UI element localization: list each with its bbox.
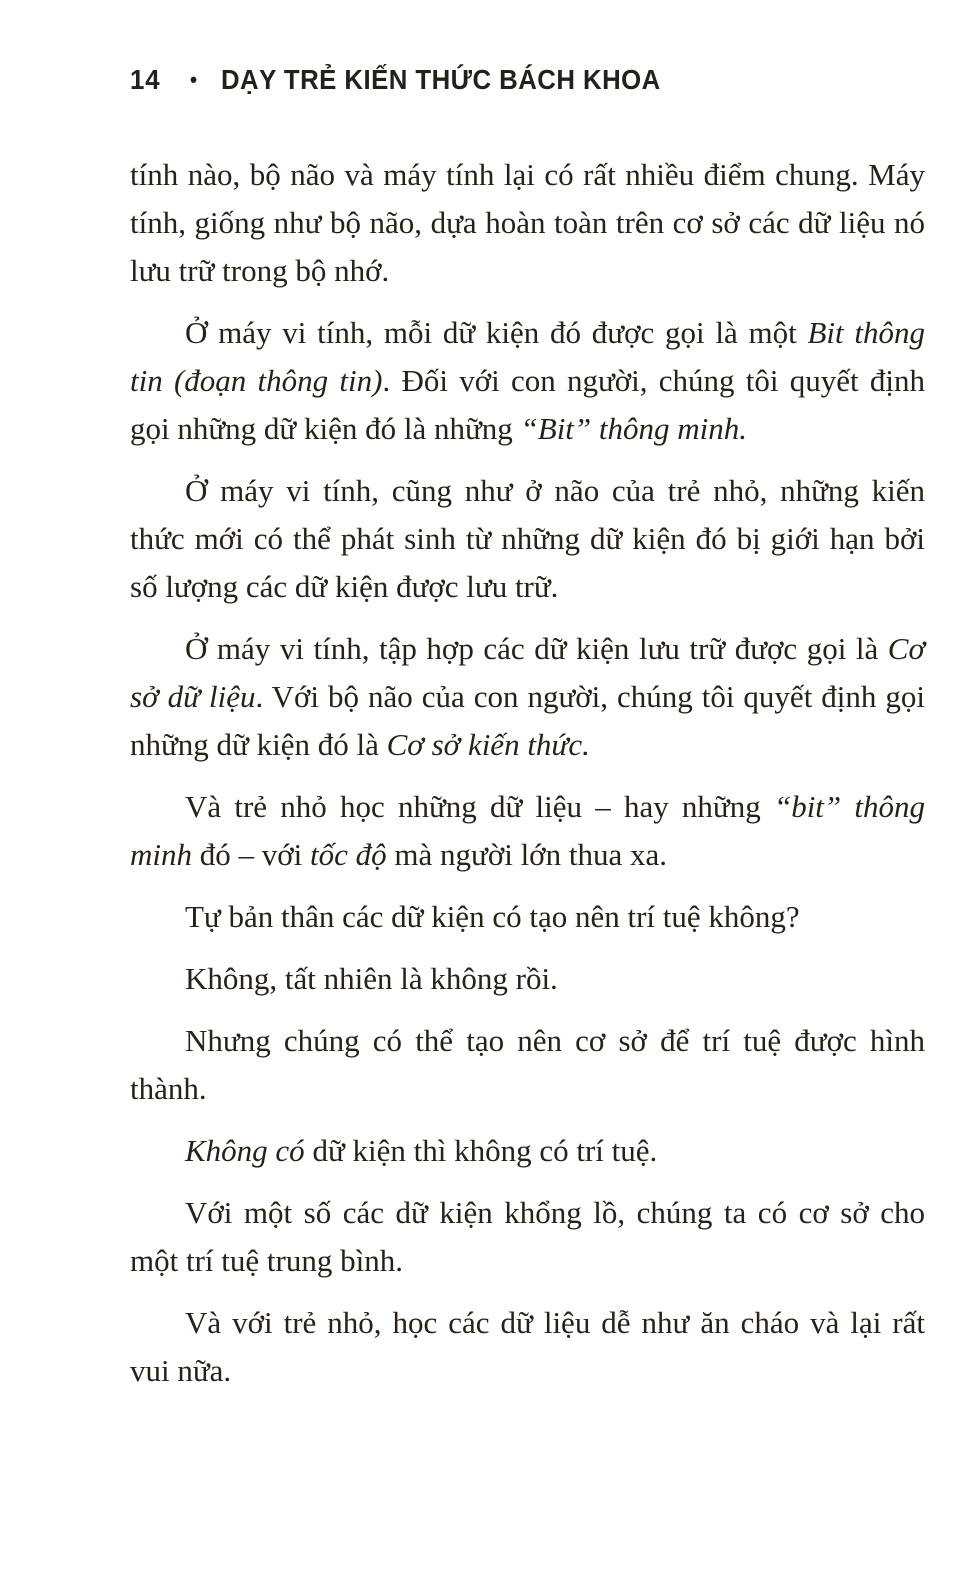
paragraph (130, 783, 925, 879)
paragraph (130, 467, 925, 611)
italic-text-run: “Bit” thông minh. (520, 411, 748, 446)
paragraph (130, 1127, 925, 1175)
italic-text-run: Không có (185, 1133, 305, 1168)
text-run: . Với bộ não của con người, chúng tôi quyết định gọi những dữ kiện đó là (130, 679, 925, 762)
text-run: đó – với (192, 837, 311, 872)
paragraph (130, 151, 925, 295)
italic-text-run: Cơ sở kiến thức. (386, 727, 590, 762)
text-run: tính nào, bộ não và máy tính lại có rất nhiều điểm chung. Máy tính, giống như bộ não, dựa hoàn toàn trên cơ sở các dữ liệu nó lưu trữ trong bộ nhớ. (130, 157, 925, 288)
paragraph (130, 893, 925, 941)
text-run: Nhưng chúng có thể tạo nên cơ sở để trí tuệ được hình thành. (130, 1023, 925, 1106)
text-run: Và với trẻ nhỏ, học các dữ liệu dễ như ăn cháo và lại rất vui nữa. (130, 1305, 925, 1388)
page-body (130, 151, 925, 1409)
text-run: . Đối với con người, chúng tôi quyết định gọi những dữ kiện đó là những (130, 363, 925, 446)
italic-text-run: Bit thông tin (đoạn thông tin) (130, 315, 925, 398)
text-run: Ở máy vi tính, cũng như ở não của trẻ nhỏ, những kiến thức mới có thể phát sinh từ những dữ kiện đó bị giới hạn bởi số lượng các dữ kiện được lưu trữ. (130, 473, 925, 604)
page-number: 14 (130, 64, 161, 95)
italic-text-run: tốc độ (310, 837, 387, 872)
text-run: Với một số các dữ kiện khổng lồ, chúng ta có cơ sở cho một trí tuệ trung bình. (130, 1195, 925, 1278)
paragraph (130, 1299, 925, 1395)
paragraph (130, 625, 925, 769)
text-run: mà người lớn thua xa. (386, 837, 667, 872)
paragraph (130, 1189, 925, 1285)
paragraph (130, 309, 925, 453)
italic-text-run: “bit” thông minh (130, 789, 925, 872)
text-run: Tự bản thân các dữ kiện có tạo nên trí tuệ không? (185, 899, 800, 934)
paragraph (130, 1017, 925, 1113)
bullet-separator-icon: • (189, 67, 198, 92)
running-head (130, 64, 661, 96)
italic-text-run: Cơ sở dữ liệu (130, 631, 925, 714)
text-run: Không, tất nhiên là không rồi. (185, 961, 558, 996)
text-run: Ở máy vi tính, mỗi dữ kiện đó được gọi là một (185, 315, 808, 350)
text-run: dữ kiện thì không có trí tuệ. (304, 1133, 658, 1168)
text-run: Và trẻ nhỏ học những dữ liệu – hay những (185, 789, 774, 824)
text-run: Ở máy vi tính, tập hợp các dữ kiện lưu trữ được gọi là (185, 631, 888, 666)
running-head-title: DẠY TRẺ KIẾN THỨC BÁCH KHOA (220, 64, 661, 95)
paragraph (130, 955, 925, 1003)
